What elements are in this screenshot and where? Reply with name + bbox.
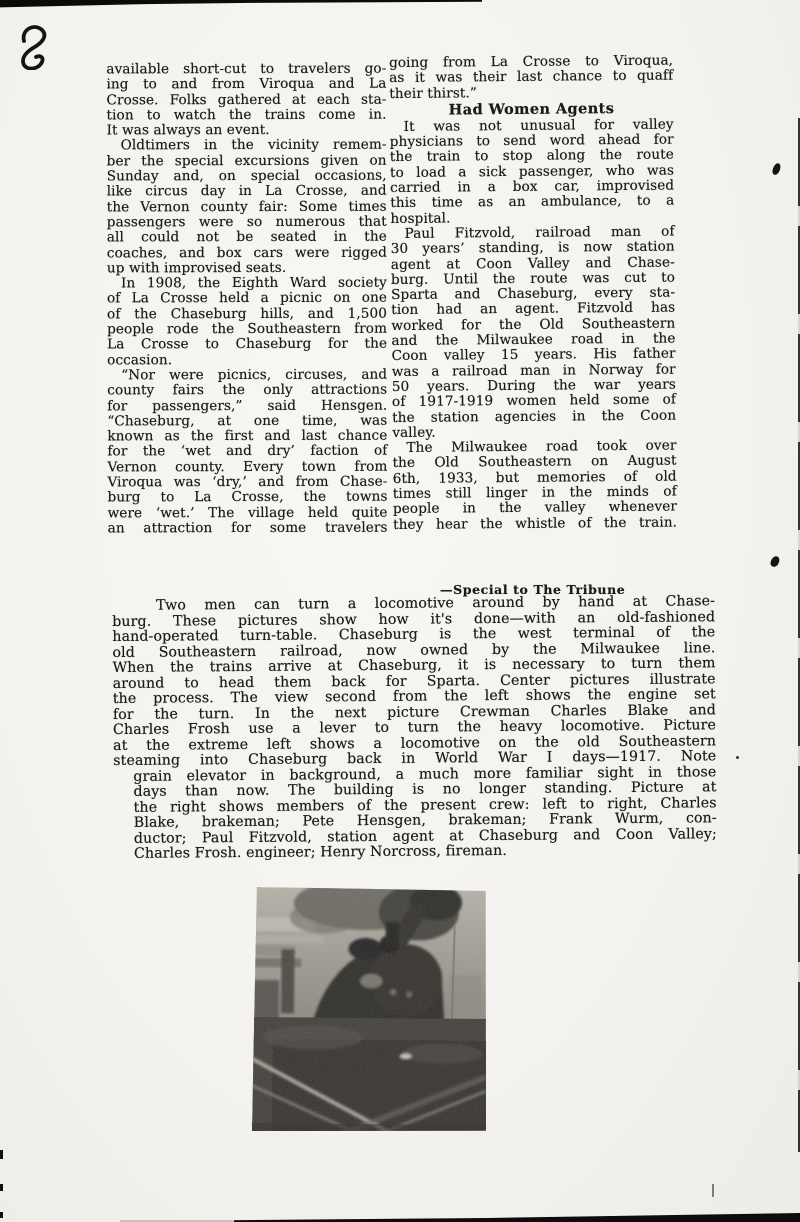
section-heading: Had Women Agents [448,99,615,119]
scan-artifact-edge-tick [712,1184,714,1197]
text-line: at the extreme left shows a locomotive on the old Southeastern [113,732,717,754]
text-line: grain elevator in background, a much more familiar sight in those [133,763,717,785]
text-line: for passengers,” said Hensgen. [107,397,388,414]
text-line: It was not unusual for valley [403,116,674,135]
caption-credit: —Special to The Tribune [440,582,626,597]
text-line: the train to stop along the route [389,147,674,166]
right-column-top [389,54,673,102]
text-line: up with improvised seats. [106,259,287,277]
text-line: of the Chaseburg hills, and 1,500 [107,305,388,323]
steam-locomotive-halftone-photo [252,887,488,1133]
handwritten-page-number [14,22,56,70]
text-line: valley. [392,424,436,441]
text-line: old Southeastern railroad, now owned by the Milwaukee line. [112,639,716,661]
text-line: Coon valley 15 years. His father [391,345,676,365]
text-line: an attraction for some travelers [107,519,388,537]
text-line: of La Crosse held a picnic on one [106,290,388,307]
text-line: It was always an event. [106,122,270,139]
text-line: ber the special excursions given on [106,152,387,170]
article-right-column [389,54,677,533]
text-line: “Chaseburg, at one time, was [107,412,388,430]
text-line: carried in a box car, improvised [390,177,675,197]
text-line: In 1908, the Eighth Ward society [120,274,387,292]
text-line: their thirst.” [389,84,478,102]
text-line: Viroqua was ‘dry,’ and from Chase- [107,473,388,491]
text-line: times still linger in the minds of [392,483,677,502]
article-left-column [106,62,387,537]
paragraph [112,594,716,769]
text-line: 6th, 1933, but memories of old [392,468,677,487]
text-line: to load a sick passenger, who was [389,162,675,181]
text-line: physicians to send word ahead for [389,131,674,151]
text-line: like circus day in La Crosse, and [106,183,387,200]
text-line: 50 years. During the war years [391,376,676,395]
text-line: people rode the Southeastern from [107,320,388,338]
paragraph [106,62,386,139]
paragraph [389,54,673,102]
text-line: Paul Fitzvold, railroad man of [404,223,675,242]
ink-blob [771,162,781,176]
text-line: burg to La Crosse, the towns [107,488,388,506]
text-line: Sparta and Chaseburg, every sta- [391,284,676,304]
text-line: tion had an agent. Fitzvold has [391,299,676,319]
paragraph [107,138,387,276]
text-line: Charles Frosh use a lever to turn the heavy locomotive. Picture [112,717,717,738]
text-line: Sunday and, on special occasions, [106,167,387,185]
text-line: Blake, brakeman; Pete Hensgen, brakeman; Frank Wurm, con- [133,810,717,831]
text-line: of 1917-1919 women held some of [391,391,677,411]
scan-artifact-edge-tick [0,1150,3,1159]
text-line: were ‘wet.’ The village held quite [107,504,388,521]
locomotive-photo [252,887,488,1133]
paragraph [107,368,387,537]
right-column-bottom [390,117,678,532]
text-line: all could not be seated in the [106,228,387,246]
text-line: 30 years’ standing, is now station [390,238,675,258]
text-line: county fairs the only attractions [107,381,388,399]
paragraph [113,765,717,863]
text-line: and the Milwaukee road in the [391,330,676,350]
text-line: burg. Until the route was cut to [390,269,676,288]
paragraph [107,276,387,369]
text-line: “Nor were picnics, circuses, and [121,366,388,384]
text-line: worked for the Old Southeastern [391,315,676,334]
text-line: The Milwaukee road took over [406,437,677,456]
text-line: available short-cut to travelers go- [106,60,387,78]
text-line: Oldtimers in the vicinity remem- [120,137,387,154]
text-line: burg. These pictures show how it's done—with an old-fashioned [112,608,716,630]
text-line: people in the valley whenever [392,498,678,518]
text-line: the right shows members of the present crew: left to right, Charles [133,794,717,816]
text-line: the process. The view second from the left shows the engine set [112,686,716,707]
scan-artifact-top-bar [0,0,482,8]
text-line: for the ‘wet and dry’ faction of [107,443,388,460]
text-line: this time as an ambulance, to a [390,192,675,212]
photo-caption [112,594,717,862]
text-line: days than now. The building is no longer standing. Picture at [133,779,717,800]
scan-artifact-bottom-wedge [234,1213,800,1222]
text-line: tion to watch the trains come in. [106,106,387,124]
text-line: for the turn. In the next picture Crewman Charles Blake and [112,701,716,723]
text-line: the Old Southeastern on August [392,452,677,472]
text-line: as it was their last chance to quaff [389,67,674,87]
scan-artifact-edge-tick [0,1184,3,1191]
text-line: known as the first and last chance [107,427,388,445]
text-line: going from La Crosse to Viroqua, [388,52,674,71]
paragraph [392,439,677,533]
text-line: occasion. [107,351,173,369]
text-line: coaches, and box cars were rigged [106,244,387,261]
ink-blob [769,555,781,568]
paragraph [390,224,676,441]
text-line: ing to and from Viroqua and La [106,75,387,93]
text-line: Vernon county. Every town from [107,458,388,476]
text-line: Charles Frosh. engineer; Henry Norcross, fireman. [133,842,508,862]
text-line: When the trains arrive at Chaseburg, it is necessary to turn them [112,655,716,676]
text-line: the Vernon county fair: Some times [106,198,387,216]
paragraph [390,117,675,227]
text-line: passengers were so numerous that [106,213,387,231]
text-line: around to head them back for Sparta. Center pictures illustrate [112,670,716,692]
text-line: La Crosse to Chaseburg for the [107,335,388,353]
scan-artifact-edge-tick [0,1212,3,1218]
text-line: hospital. [390,210,451,227]
text-line: agent at Coon Valley and Chase- [390,254,675,273]
text-line: the station agencies in the Coon [392,407,677,426]
text-line: was a railroad man in Norway for [391,361,676,380]
text-line: Two men can turn a locomotive around by hand at Chase- [155,593,716,614]
text-line: steaming into Chaseburg back in World War I days—1917. Note [113,748,717,769]
text-line: hand-operated turn-table. Chaseburg is the west terminal of the [112,624,716,645]
text-line: they hear the whistle of the train. [393,514,678,533]
text-line: Crosse. Folks gathered at each sta- [106,91,387,108]
ink-dot [736,756,739,759]
text-line: ductor; Paul Fitzvold, station agent at Chaseburg and Coon Valley; [133,825,717,847]
